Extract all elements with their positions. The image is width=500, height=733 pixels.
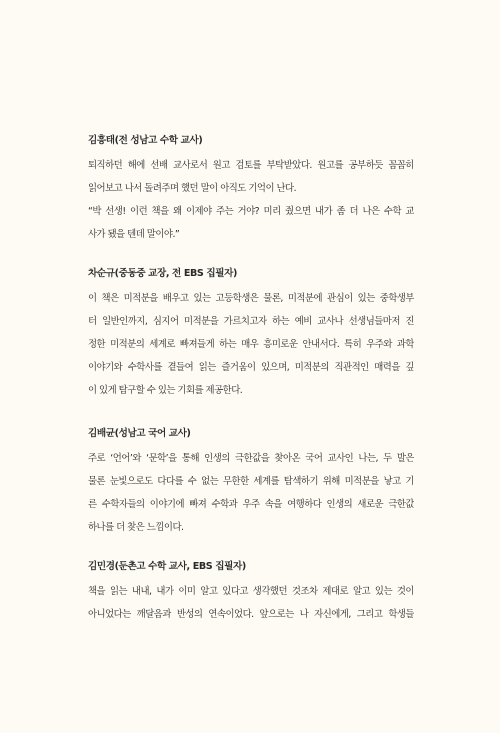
review-line: 책을 읽는 내내, 내가 이미 알고 있다고 생각했던 것조차 제대로 알고 있는 것이: [88, 586, 414, 597]
review-line: 이야기와 수학사를 곁들여 읽는 즐거움이 있으며, 미적분의 직관적인 매력을 깊: [88, 362, 414, 373]
review-line: 이 있게 탐구할 수 있는 기회를 제공한다.: [88, 385, 243, 396]
review-block: [88, 427, 414, 539]
reviewer-name: 김민경(둔촌고 수학 교사, EBS 집필자): [88, 561, 246, 572]
review-line: 아니었다는 깨달음과 반성의 연속이었다. 앞으로는 나 자신에게, 그리고 학생들: [88, 609, 414, 620]
review-line: 사가 됐을 텐데 말이야.”: [88, 229, 180, 240]
review-line: 퇴직하던 해에 선배 교사로서 원고 검토를 부탁받았다. 원고를 공부하듯 꼼꼼히: [88, 160, 414, 171]
review-line: 읽어보고 나서 돌려주며 했던 말이 아직도 기억이 난다.: [88, 183, 297, 194]
review-block: [88, 560, 414, 626]
reviewer-name: 김배균(성남고 국어 교사): [88, 428, 191, 439]
reviewer-name: 김흥태(전 성남고 수학 교사): [88, 135, 203, 146]
review-block: [88, 267, 414, 402]
review-line: 주로 ‘언어’와 ‘문학’을 통해 인생의 극한값을 찾아온 국어 교사인 나는, 두 발은: [88, 453, 414, 464]
reviewer-name: 차순규(중동중 교장, 전 EBS 집필자): [88, 268, 237, 279]
review-line: 하나를 더 찾은 느낌이다.: [88, 522, 184, 533]
review-line: 터 일반인까지, 심지어 미적분을 가르치고자 하는 예비 교사나 선생님들마저 진: [88, 316, 414, 327]
review-line: “박 선생! 이런 책을 왜 이제야 주는 거야? 미리 줬으면 내가 좀 더 나은 수학 교: [88, 206, 414, 217]
review-line: 정한 미적분의 세계로 빠져들게 하는 매우 흥미로운 안내서다. 특히 우주와 과학: [88, 339, 414, 350]
review-line: 른 수학자들의 이야기에 빠져 수학과 우주 속을 여행하다 인생의 새로운 극한값: [88, 499, 414, 510]
review-line: 이 책은 미적분을 배우고 있는 고등학생은 물론, 미적분에 관심이 있는 중학생부: [88, 293, 414, 304]
review-block: [88, 134, 414, 246]
review-line: 물론 눈빛으로도 다다를 수 없는 무한한 세계를 탐색하기 위해 미적분을 낳고 기: [88, 476, 414, 487]
